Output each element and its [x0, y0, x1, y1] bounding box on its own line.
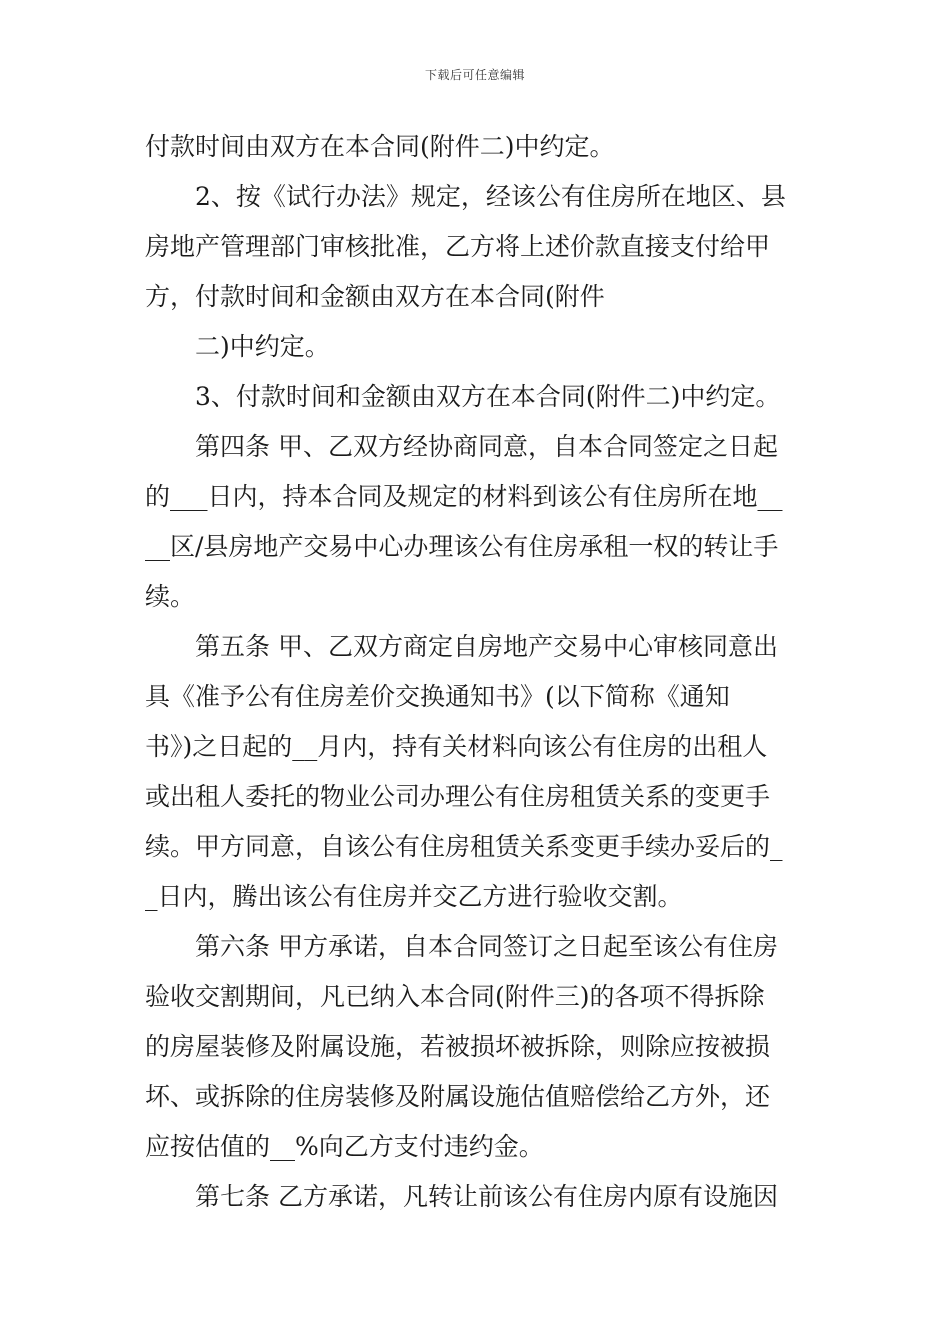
- document-body: [145, 128, 807, 1228]
- text-line: 二)中约定。: [195, 332, 330, 361]
- text-line: _日内，腾出该公有住房并交乙方进行验收交割。: [145, 882, 683, 911]
- article-7-heading-line: 第七条 乙方承诺，凡转让前该公有住房内原有设施因: [195, 1182, 778, 1211]
- text-line: 或出租人委托的物业公司办理公有住房租赁关系的变更手: [145, 782, 771, 811]
- page-header: 下载后可任意编辑: [424, 68, 525, 82]
- text-line: 续。: [145, 582, 196, 611]
- text-line: 房地产管理部门审核批准，乙方将上述价款直接支付给甲: [145, 232, 771, 261]
- text-line: 付款时间由双方在本合同(附件二)中约定。: [145, 132, 615, 161]
- text-line: 的房屋装修及附属设施，若被损坏被拆除，则除应按被损: [145, 1032, 771, 1061]
- text-line: 验收交割期间，凡已纳入本合同(附件三)的各项不得拆除: [145, 982, 765, 1011]
- text-line: 应按估值的__%向乙方支付违约金。: [145, 1132, 544, 1161]
- text-line: __区/县房地产交易中心办理该公有住房承租一权的转让手: [145, 532, 779, 561]
- text-line: 的___日内，持本合同及规定的材料到该公有住房所在地__: [145, 482, 783, 511]
- article-6-heading-line: 第六条 甲方承诺，自本合同签订之日起至该公有住房: [195, 932, 778, 961]
- text-line: 3、付款时间和金额由双方在本合同(附件二)中约定。: [195, 382, 781, 411]
- text-line: 具《准予公有住房差价交换通知书》(以下简称《通知: [145, 682, 730, 711]
- article-5-heading-line: 第五条 甲、乙双方商定自房地产交易中心审核同意出: [195, 632, 778, 661]
- article-4-heading-line: 第四条 甲、乙双方经协商同意，自本合同签定之日起: [195, 432, 778, 461]
- text-line: 书》)之日起的__月内，持有关材料向该公有住房的出租人: [145, 732, 768, 761]
- text-line: 坏、或拆除的住房装修及附属设施估值赔偿给乙方外，还: [145, 1082, 771, 1111]
- text-line: 方，付款时间和金额由双方在本合同(附件: [145, 282, 605, 311]
- text-line: 续。甲方同意，自该公有住房租赁关系变更手续办妥后的_: [145, 832, 783, 861]
- text-line: 2、按《试行办法》规定，经该公有住房所在地区、县: [195, 182, 786, 211]
